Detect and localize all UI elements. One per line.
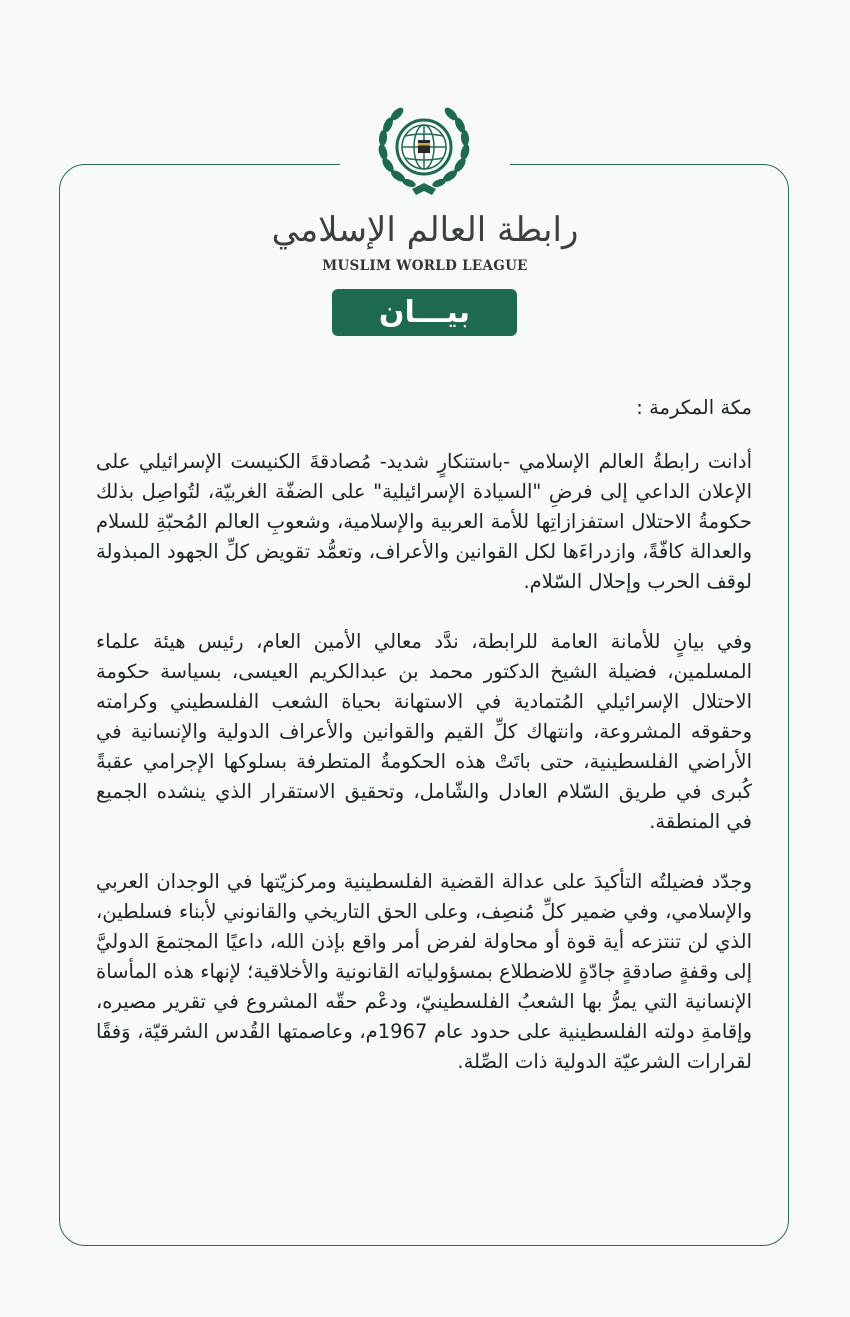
statement-badge: بيـــان: [332, 289, 517, 336]
org-name-arabic: رابطة العالم الإسلامي: [271, 210, 579, 250]
statement-paragraph: أدانت رابطةُ العالم الإسلامي -باستنكارٍ شديد- مُصادقةَ الكنيست الإسرائيلي على الإعلان الداعي إلى فرضِ "السيادة الإسرائيلية" على الضفّة الغربيّة، لتُواصِل بذلك حكومةُ الاحتلال استفزازاتِها للأمة العربية والإسلامية، وشعوبِ العالم المُحبّةِ للسلام والعدالة كافّةً، وازدراءَها لكل القوانين والأعراف، وتعمُّد تقويض كلِّ الجهود المبذولة لوقف الحرب وإحلال السّلام.: [96, 450, 752, 593]
org-name-english: MUSLIM WORLD LEAGUE: [322, 258, 528, 274]
statement-body: [96, 393, 752, 1107]
globe-wreath-emblem-icon: [374, 103, 474, 199]
dateline: مكة المكرمة :: [636, 396, 752, 419]
statement-paragraph: وفي بيانٍ للأمانة العامة للرابطة، ندَّد معالي الأمين العام، رئيس هيئة علماء المسلمين، فضيلة الشيخ الدكتور محمد بن عبدالكريم العيسى، بسياسة حكومة الاحتلال الإسرائيلي المُتمادية في الاستهانة بحياة الشعب الفلسطيني وكرامته وحقوقه المشروعة، وانتهاك كلِّ القيم والقوانين والأعراف الدولية والإنسانية في الأراضي الفلسطينية، حتى باتَتْ هذه الحكومةُ المتطرفة بسلوكها الإجرامي عقبةً كُبرى في طريق السّلام العادل والشّامل، وتحقيق الاستقرار الذي ينشده الجميع في المنطقة.: [96, 630, 752, 833]
statement-paragraph: وجدّد فضيلتُه التأكيدَ على عدالة القضية الفلسطينية ومركزيّتها في الوجدان العربي والإسلامي، وفي ضمير كلِّ مُنصِف، وعلى الحق التاريخي والقانوني لأبناء فسلطين، الذي لن تنتزعه أية قوة أو محاولة لفرض أمر واقع بإذن الله، داعيًا المجتمعَ الدوليَّ إلى وقفةٍ صادقةٍ جادّةٍ للاضطلاع بمسؤولياته القانونية والأخلاقية؛ لإنهاء هذه المأساة الإنسانية التي يمرُّ بها الشعبُ الفلسطينيّ، ودعْم حقّه المشروع في تقرير مصيره، وإقامةِ دولته الفلسطينية على حدود عام 1967م، وعاصمتها القُدس الشرقيّة، وَفقًا لقرارات الشرعيّة الدولية ذات الصِّلة.: [96, 870, 752, 1073]
